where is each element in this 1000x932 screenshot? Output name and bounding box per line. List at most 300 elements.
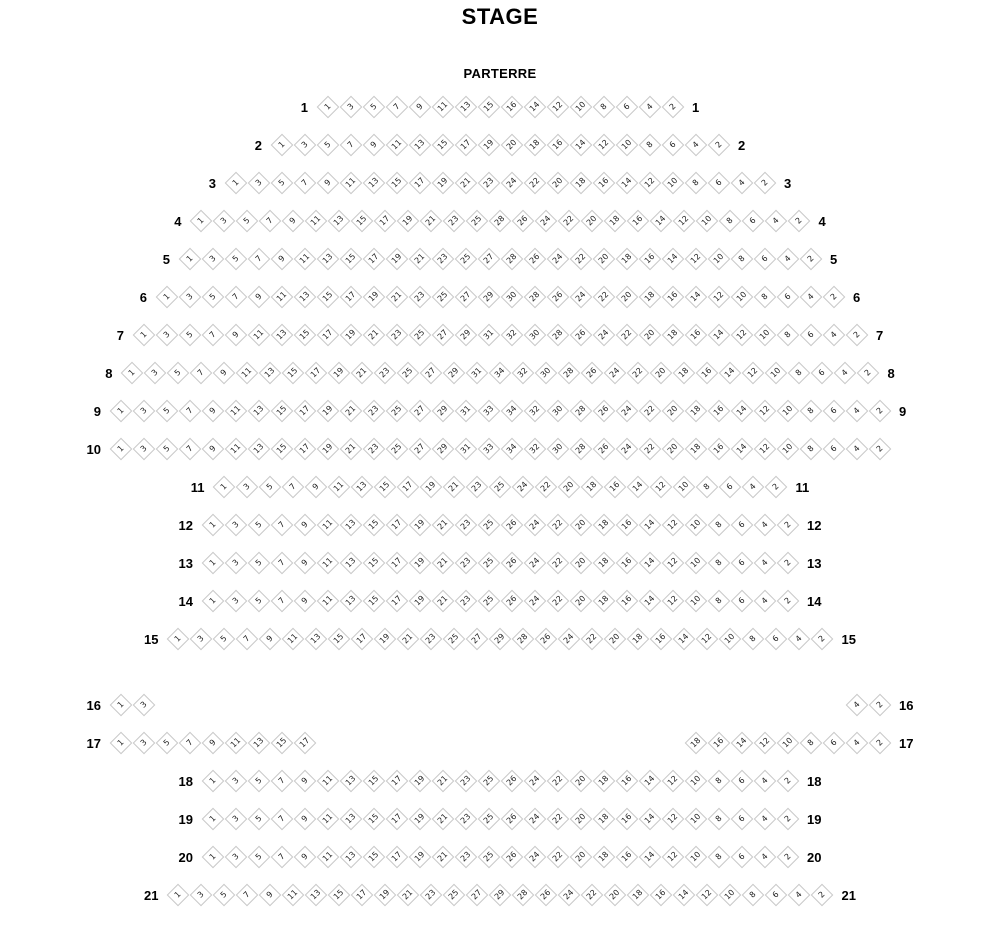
seat-row21-1[interactable] (167, 884, 190, 907)
seat-row2-18[interactable] (523, 134, 546, 157)
seat-row12-22[interactable] (546, 514, 569, 537)
seat-row13-14[interactable] (638, 552, 661, 575)
seat-row18-18[interactable] (592, 770, 615, 793)
seat-row8-9[interactable] (213, 362, 236, 385)
seat-row8-22[interactable] (627, 362, 650, 385)
seat-row6-7[interactable] (224, 286, 247, 309)
seat-row3-3[interactable] (247, 172, 270, 195)
seat-row2-13[interactable] (408, 134, 431, 157)
seat-row14-18[interactable] (592, 590, 615, 613)
seat-row5-16[interactable] (638, 248, 661, 271)
seat-row13-19[interactable] (408, 552, 431, 575)
seat-row16-3[interactable] (132, 694, 155, 717)
seat-row9-27[interactable] (408, 400, 431, 423)
seat-row2-9[interactable] (362, 134, 385, 157)
seat-row1-9[interactable] (408, 96, 431, 119)
seat-row10-29[interactable] (431, 438, 454, 461)
seat-row19-14[interactable] (638, 808, 661, 831)
seat-row15-16[interactable] (650, 628, 673, 651)
seat-row21-17[interactable] (351, 884, 374, 907)
seat-row17-2[interactable] (868, 732, 891, 755)
seat-row14-23[interactable] (454, 590, 477, 613)
seat-row2-11[interactable] (385, 134, 408, 157)
seat-row18-3[interactable] (224, 770, 247, 793)
seat-row1-11[interactable] (431, 96, 454, 119)
seat-row7-5[interactable] (178, 324, 201, 347)
seat-row8-32[interactable] (512, 362, 535, 385)
seat-row19-2[interactable] (776, 808, 799, 831)
seat-row3-23[interactable] (477, 172, 500, 195)
seat-row1-8[interactable] (592, 96, 615, 119)
seat-row9-10[interactable] (776, 400, 799, 423)
seat-row5-3[interactable] (201, 248, 224, 271)
seat-row21-18[interactable] (627, 884, 650, 907)
seat-row7-20[interactable] (638, 324, 661, 347)
seat-row9-22[interactable] (638, 400, 661, 423)
seat-row10-3[interactable] (132, 438, 155, 461)
seat-row2-19[interactable] (477, 134, 500, 157)
seat-row17-18[interactable] (684, 732, 707, 755)
seat-row7-18[interactable] (661, 324, 684, 347)
seat-row8-25[interactable] (397, 362, 420, 385)
seat-row7-8[interactable] (776, 324, 799, 347)
seat-row11-8[interactable] (696, 476, 719, 499)
seat-row7-27[interactable] (431, 324, 454, 347)
seat-row19-1[interactable] (201, 808, 224, 831)
seat-row9-21[interactable] (339, 400, 362, 423)
seat-row10-19[interactable] (316, 438, 339, 461)
seat-row5-13[interactable] (316, 248, 339, 271)
seat-row1-6[interactable] (615, 96, 638, 119)
seat-row7-25[interactable] (408, 324, 431, 347)
seat-row18-10[interactable] (684, 770, 707, 793)
seat-row4-16[interactable] (627, 210, 650, 233)
seat-row20-16[interactable] (615, 846, 638, 869)
seat-row10-4[interactable] (845, 438, 868, 461)
seat-row21-28[interactable] (512, 884, 535, 907)
seat-row3-5[interactable] (270, 172, 293, 195)
seat-row12-15[interactable] (362, 514, 385, 537)
seat-row10-21[interactable] (339, 438, 362, 461)
seat-row14-8[interactable] (707, 590, 730, 613)
seat-row1-15[interactable] (477, 96, 500, 119)
seat-row2-8[interactable] (638, 134, 661, 157)
seat-row3-7[interactable] (293, 172, 316, 195)
seat-row13-22[interactable] (546, 552, 569, 575)
seat-row5-19[interactable] (385, 248, 408, 271)
seat-row14-21[interactable] (431, 590, 454, 613)
seat-row11-24[interactable] (512, 476, 535, 499)
seat-row20-3[interactable] (224, 846, 247, 869)
seat-row5-4[interactable] (776, 248, 799, 271)
seat-row8-31[interactable] (466, 362, 489, 385)
seat-row15-25[interactable] (443, 628, 466, 651)
seat-row13-13[interactable] (339, 552, 362, 575)
seat-row20-5[interactable] (247, 846, 270, 869)
seat-row5-14[interactable] (661, 248, 684, 271)
seat-row9-18[interactable] (684, 400, 707, 423)
seat-row14-14[interactable] (638, 590, 661, 613)
seat-row8-20[interactable] (650, 362, 673, 385)
seat-row21-29[interactable] (489, 884, 512, 907)
seat-row9-29[interactable] (431, 400, 454, 423)
seat-row11-25[interactable] (489, 476, 512, 499)
seat-row15-15[interactable] (328, 628, 351, 651)
seat-row1-1[interactable] (316, 96, 339, 119)
seat-row9-30[interactable] (546, 400, 569, 423)
seat-row7-2[interactable] (845, 324, 868, 347)
seat-row7-6[interactable] (799, 324, 822, 347)
seat-row9-3[interactable] (132, 400, 155, 423)
seat-row17-15[interactable] (270, 732, 293, 755)
seat-row17-8[interactable] (799, 732, 822, 755)
seat-row19-12[interactable] (661, 808, 684, 831)
seat-row18-15[interactable] (362, 770, 385, 793)
seat-row12-24[interactable] (523, 514, 546, 537)
seat-row18-22[interactable] (546, 770, 569, 793)
seat-row2-2[interactable] (707, 134, 730, 157)
seat-row13-25[interactable] (477, 552, 500, 575)
seat-row2-15[interactable] (431, 134, 454, 157)
seat-row12-9[interactable] (293, 514, 316, 537)
seat-row17-4[interactable] (845, 732, 868, 755)
seat-row3-11[interactable] (339, 172, 362, 195)
seat-row5-11[interactable] (293, 248, 316, 271)
seat-row9-15[interactable] (270, 400, 293, 423)
seat-row8-13[interactable] (259, 362, 282, 385)
seat-row10-32[interactable] (523, 438, 546, 461)
seat-row2-16[interactable] (546, 134, 569, 157)
seat-row5-15[interactable] (339, 248, 362, 271)
seat-row1-4[interactable] (638, 96, 661, 119)
seat-row7-23[interactable] (385, 324, 408, 347)
seat-row14-25[interactable] (477, 590, 500, 613)
seat-row15-23[interactable] (420, 628, 443, 651)
seat-row3-12[interactable] (638, 172, 661, 195)
seat-row11-10[interactable] (673, 476, 696, 499)
seat-row4-23[interactable] (443, 210, 466, 233)
seat-row10-2[interactable] (868, 438, 891, 461)
seat-row6-11[interactable] (270, 286, 293, 309)
seat-row7-26[interactable] (569, 324, 592, 347)
seat-row21-26[interactable] (535, 884, 558, 907)
seat-row9-23[interactable] (362, 400, 385, 423)
seat-row4-8[interactable] (719, 210, 742, 233)
seat-row6-30[interactable] (500, 286, 523, 309)
seat-row15-11[interactable] (282, 628, 305, 651)
seat-row5-5[interactable] (224, 248, 247, 271)
seat-row21-23[interactable] (420, 884, 443, 907)
seat-row4-20[interactable] (581, 210, 604, 233)
seat-row13-21[interactable] (431, 552, 454, 575)
seat-row14-20[interactable] (569, 590, 592, 613)
seat-row21-15[interactable] (328, 884, 351, 907)
seat-row10-24[interactable] (615, 438, 638, 461)
seat-row9-34[interactable] (500, 400, 523, 423)
seat-row19-24[interactable] (523, 808, 546, 831)
seat-row7-31[interactable] (477, 324, 500, 347)
seat-row9-12[interactable] (753, 400, 776, 423)
seat-row15-26[interactable] (535, 628, 558, 651)
seat-row11-15[interactable] (374, 476, 397, 499)
seat-row17-7[interactable] (178, 732, 201, 755)
seat-row15-22[interactable] (581, 628, 604, 651)
seat-row15-9[interactable] (259, 628, 282, 651)
seat-row21-24[interactable] (558, 884, 581, 907)
seat-row8-24[interactable] (604, 362, 627, 385)
seat-row15-24[interactable] (558, 628, 581, 651)
seat-row21-19[interactable] (374, 884, 397, 907)
seat-row5-25[interactable] (454, 248, 477, 271)
seat-row7-10[interactable] (753, 324, 776, 347)
seat-row10-22[interactable] (638, 438, 661, 461)
seat-row17-14[interactable] (730, 732, 753, 755)
seat-row4-24[interactable] (535, 210, 558, 233)
seat-row6-28[interactable] (523, 286, 546, 309)
seat-row18-8[interactable] (707, 770, 730, 793)
seat-row1-10[interactable] (569, 96, 592, 119)
seat-row15-20[interactable] (604, 628, 627, 651)
seat-row15-13[interactable] (305, 628, 328, 651)
seat-row7-3[interactable] (155, 324, 178, 347)
seat-row13-9[interactable] (293, 552, 316, 575)
seat-row1-7[interactable] (385, 96, 408, 119)
seat-row21-4[interactable] (788, 884, 811, 907)
seat-row18-5[interactable] (247, 770, 270, 793)
seat-row5-23[interactable] (431, 248, 454, 271)
seat-row8-2[interactable] (857, 362, 880, 385)
seat-row8-28[interactable] (558, 362, 581, 385)
seat-row10-17[interactable] (293, 438, 316, 461)
seat-row16-1[interactable] (109, 694, 132, 717)
seat-row13-4[interactable] (753, 552, 776, 575)
seat-row21-10[interactable] (719, 884, 742, 907)
seat-row11-23[interactable] (466, 476, 489, 499)
seat-row9-8[interactable] (799, 400, 822, 423)
seat-row12-12[interactable] (661, 514, 684, 537)
seat-row6-3[interactable] (178, 286, 201, 309)
seat-row15-7[interactable] (236, 628, 259, 651)
seat-row4-14[interactable] (650, 210, 673, 233)
seat-row8-12[interactable] (742, 362, 765, 385)
seat-row8-18[interactable] (673, 362, 696, 385)
seat-row15-10[interactable] (719, 628, 742, 651)
seat-row20-11[interactable] (316, 846, 339, 869)
seat-row9-16[interactable] (707, 400, 730, 423)
seat-row18-4[interactable] (753, 770, 776, 793)
seat-row8-5[interactable] (167, 362, 190, 385)
seat-row11-7[interactable] (282, 476, 305, 499)
seat-row21-11[interactable] (282, 884, 305, 907)
seat-row19-20[interactable] (569, 808, 592, 831)
seat-row8-23[interactable] (374, 362, 397, 385)
seat-row10-14[interactable] (730, 438, 753, 461)
seat-row14-22[interactable] (546, 590, 569, 613)
seat-row4-4[interactable] (765, 210, 788, 233)
seat-row20-15[interactable] (362, 846, 385, 869)
seat-row1-5[interactable] (362, 96, 385, 119)
seat-row5-8[interactable] (730, 248, 753, 271)
seat-row16-4[interactable] (845, 694, 868, 717)
seat-row19-4[interactable] (753, 808, 776, 831)
seat-row9-17[interactable] (293, 400, 316, 423)
seat-row15-6[interactable] (765, 628, 788, 651)
seat-row9-19[interactable] (316, 400, 339, 423)
seat-row19-26[interactable] (500, 808, 523, 831)
seat-row7-12[interactable] (730, 324, 753, 347)
seat-row13-5[interactable] (247, 552, 270, 575)
seat-row7-22[interactable] (615, 324, 638, 347)
seat-row9-20[interactable] (661, 400, 684, 423)
seat-row5-27[interactable] (477, 248, 500, 271)
seat-row21-9[interactable] (259, 884, 282, 907)
seat-row14-13[interactable] (339, 590, 362, 613)
seat-row20-1[interactable] (201, 846, 224, 869)
seat-row12-8[interactable] (707, 514, 730, 537)
seat-row15-4[interactable] (788, 628, 811, 651)
seat-row12-16[interactable] (615, 514, 638, 537)
seat-row11-19[interactable] (420, 476, 443, 499)
seat-row7-32[interactable] (500, 324, 523, 347)
seat-row8-34[interactable] (489, 362, 512, 385)
seat-row11-13[interactable] (351, 476, 374, 499)
seat-row20-12[interactable] (661, 846, 684, 869)
seat-row5-2[interactable] (799, 248, 822, 271)
seat-row21-12[interactable] (696, 884, 719, 907)
seat-row21-16[interactable] (650, 884, 673, 907)
seat-row9-25[interactable] (385, 400, 408, 423)
seat-row21-27[interactable] (466, 884, 489, 907)
seat-row1-16[interactable] (500, 96, 523, 119)
seat-row6-25[interactable] (431, 286, 454, 309)
seat-row8-27[interactable] (420, 362, 443, 385)
seat-row18-20[interactable] (569, 770, 592, 793)
seat-row10-1[interactable] (109, 438, 132, 461)
seat-row21-22[interactable] (581, 884, 604, 907)
seat-row15-28[interactable] (512, 628, 535, 651)
seat-row3-19[interactable] (431, 172, 454, 195)
seat-row20-18[interactable] (592, 846, 615, 869)
seat-row6-24[interactable] (569, 286, 592, 309)
seat-row15-5[interactable] (213, 628, 236, 651)
seat-row8-16[interactable] (696, 362, 719, 385)
seat-row9-24[interactable] (615, 400, 638, 423)
seat-row15-29[interactable] (489, 628, 512, 651)
seat-row14-15[interactable] (362, 590, 385, 613)
seat-row18-1[interactable] (201, 770, 224, 793)
seat-row13-1[interactable] (201, 552, 224, 575)
seat-row6-19[interactable] (362, 286, 385, 309)
seat-row3-10[interactable] (661, 172, 684, 195)
seat-row2-20[interactable] (500, 134, 523, 157)
seat-row1-2[interactable] (661, 96, 684, 119)
seat-row18-21[interactable] (431, 770, 454, 793)
seat-row20-25[interactable] (477, 846, 500, 869)
seat-row14-7[interactable] (270, 590, 293, 613)
seat-row9-9[interactable] (201, 400, 224, 423)
seat-row6-18[interactable] (638, 286, 661, 309)
seat-row5-18[interactable] (615, 248, 638, 271)
seat-row10-23[interactable] (362, 438, 385, 461)
seat-row5-24[interactable] (546, 248, 569, 271)
seat-row10-7[interactable] (178, 438, 201, 461)
seat-row6-20[interactable] (615, 286, 638, 309)
seat-row15-3[interactable] (190, 628, 213, 651)
seat-row18-23[interactable] (454, 770, 477, 793)
seat-row8-17[interactable] (305, 362, 328, 385)
seat-row3-9[interactable] (316, 172, 339, 195)
seat-row19-5[interactable] (247, 808, 270, 831)
seat-row4-2[interactable] (788, 210, 811, 233)
seat-row8-6[interactable] (811, 362, 834, 385)
seat-row2-4[interactable] (684, 134, 707, 157)
seat-row12-17[interactable] (385, 514, 408, 537)
seat-row15-17[interactable] (351, 628, 374, 651)
seat-row8-30[interactable] (535, 362, 558, 385)
seat-row9-2[interactable] (868, 400, 891, 423)
seat-row5-7[interactable] (247, 248, 270, 271)
seat-row12-10[interactable] (684, 514, 707, 537)
seat-row15-12[interactable] (696, 628, 719, 651)
seat-row6-22[interactable] (592, 286, 615, 309)
seat-row18-14[interactable] (638, 770, 661, 793)
seat-row14-16[interactable] (615, 590, 638, 613)
seat-row20-2[interactable] (776, 846, 799, 869)
seat-row4-18[interactable] (604, 210, 627, 233)
seat-row13-8[interactable] (707, 552, 730, 575)
seat-row21-6[interactable] (765, 884, 788, 907)
seat-row13-20[interactable] (569, 552, 592, 575)
seat-row12-25[interactable] (477, 514, 500, 537)
seat-row7-11[interactable] (247, 324, 270, 347)
seat-row10-12[interactable] (753, 438, 776, 461)
seat-row20-9[interactable] (293, 846, 316, 869)
seat-row10-10[interactable] (776, 438, 799, 461)
seat-row3-18[interactable] (569, 172, 592, 195)
seat-row5-12[interactable] (684, 248, 707, 271)
seat-row12-20[interactable] (569, 514, 592, 537)
seat-row18-25[interactable] (477, 770, 500, 793)
seat-row7-7[interactable] (201, 324, 224, 347)
seat-row11-12[interactable] (650, 476, 673, 499)
seat-row19-15[interactable] (362, 808, 385, 831)
seat-row8-21[interactable] (351, 362, 374, 385)
seat-row8-19[interactable] (328, 362, 351, 385)
seat-row13-26[interactable] (500, 552, 523, 575)
seat-row5-26[interactable] (523, 248, 546, 271)
seat-row11-6[interactable] (719, 476, 742, 499)
seat-row7-4[interactable] (822, 324, 845, 347)
seat-row9-14[interactable] (730, 400, 753, 423)
seat-row12-13[interactable] (339, 514, 362, 537)
seat-row19-6[interactable] (730, 808, 753, 831)
seat-row6-13[interactable] (293, 286, 316, 309)
seat-row9-11[interactable] (224, 400, 247, 423)
seat-row19-7[interactable] (270, 808, 293, 831)
seat-row19-25[interactable] (477, 808, 500, 831)
seat-row21-25[interactable] (443, 884, 466, 907)
seat-row8-3[interactable] (144, 362, 167, 385)
seat-row7-9[interactable] (224, 324, 247, 347)
seat-row8-29[interactable] (443, 362, 466, 385)
seat-row20-6[interactable] (730, 846, 753, 869)
seat-row10-13[interactable] (247, 438, 270, 461)
seat-row9-26[interactable] (592, 400, 615, 423)
seat-row12-3[interactable] (224, 514, 247, 537)
seat-row18-13[interactable] (339, 770, 362, 793)
seat-row3-20[interactable] (546, 172, 569, 195)
seat-row6-21[interactable] (385, 286, 408, 309)
